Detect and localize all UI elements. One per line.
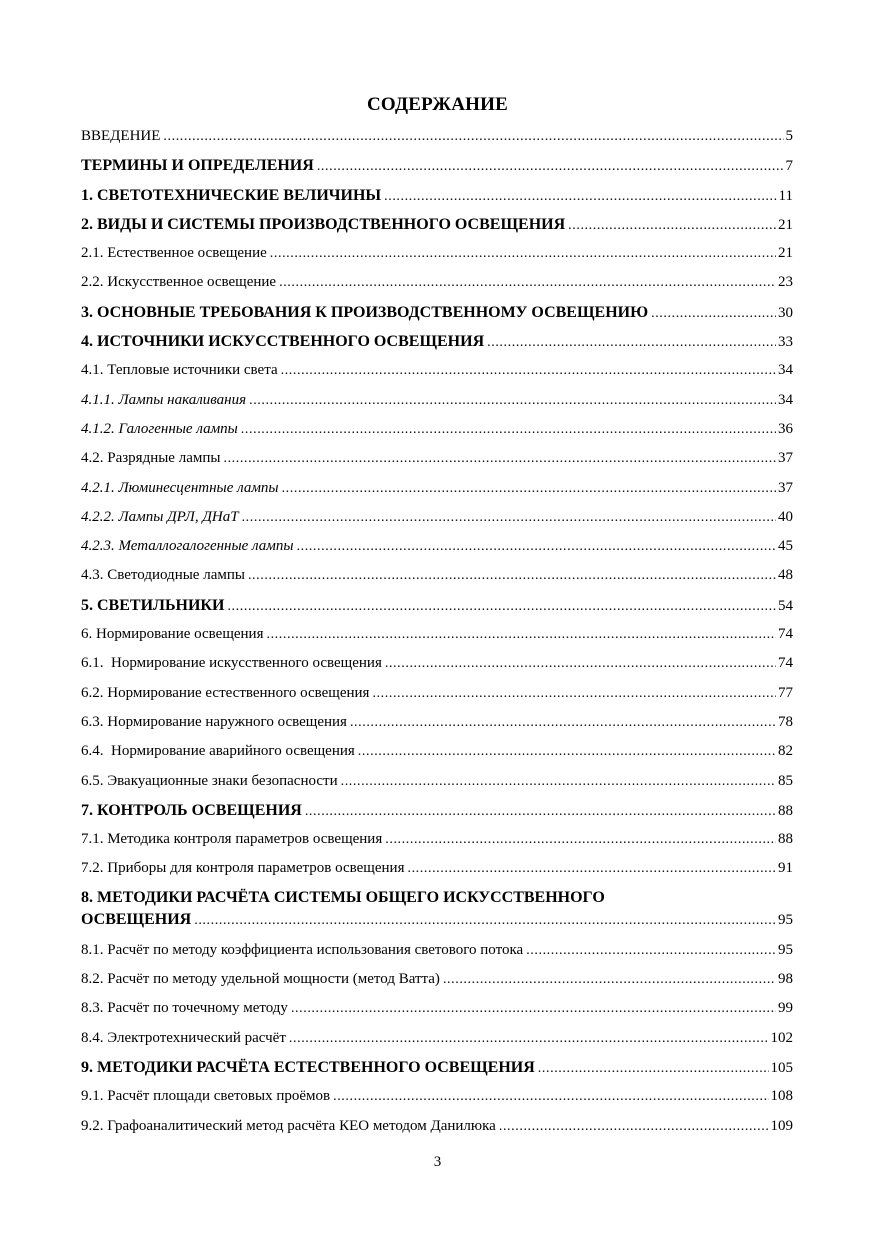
toc-entry-title: 8.1. Расчёт по методу коэффициента использования светового потока [81, 941, 524, 958]
toc-entry-title: 7.1. Методика контроля параметров освещения [81, 831, 383, 848]
dot-leader [163, 122, 783, 151]
page-number: 3 [433, 1154, 442, 1170]
toc-entry-page: 77 [778, 684, 793, 701]
toc-entry[interactable] [81, 327, 793, 356]
dot-leader [499, 1112, 769, 1141]
toc-entry-title: 4.1. Тепловые источники света [81, 362, 278, 379]
toc-entry-page: 99 [778, 1000, 793, 1017]
dot-leader [289, 1024, 769, 1053]
dot-leader [266, 620, 776, 649]
dot-leader [281, 356, 776, 385]
toc-entry-title: 4.2.3. Металлогалогенные лампы [81, 538, 294, 555]
toc-entry-title: ВВЕДЕНИЕ [81, 128, 161, 144]
toc-entry-page: 95 [778, 911, 793, 928]
dot-leader [385, 825, 776, 854]
toc-entry-page: 85 [778, 772, 793, 789]
dot-leader [358, 737, 776, 766]
toc-entry[interactable] [81, 620, 793, 649]
toc-entry-title-line1: 8. МЕТОДИКИ РАСЧЁТА СИСТЕМЫ ОБЩЕГО ИСКУССТВЕННОГО [81, 888, 605, 906]
toc-entry-title: 4.1.1. Лампы накаливания [81, 391, 247, 408]
toc-entry-page: 98 [778, 971, 793, 988]
toc-entry-page: 91 [778, 860, 793, 877]
dot-leader [297, 532, 776, 561]
toc-entry-title: 8.4. Электротехнический расчёт [81, 1029, 286, 1046]
toc-entry-title: 9.2. Графоаналитический метод расчёта КЕО методом Данилюка [81, 1117, 496, 1134]
toc-entry-title: 6.2. Нормирование естественного освещения [81, 684, 370, 701]
dot-leader [249, 386, 776, 415]
toc-entry[interactable] [81, 936, 793, 965]
dot-leader [341, 767, 776, 796]
toc-entry-page: 34 [778, 391, 793, 408]
toc-entry[interactable] [81, 444, 793, 473]
dot-leader [223, 444, 776, 473]
toc-entry[interactable] [81, 151, 793, 180]
toc-entry-page: 7 [785, 158, 793, 175]
toc-entry[interactable] [81, 854, 793, 883]
toc-entry-page: 36 [778, 420, 793, 437]
toc-entry-page: 48 [778, 567, 793, 584]
toc-entry-title: 4.1.2. Галогенные лампы [81, 420, 238, 437]
toc-entry-page: 30 [778, 304, 793, 321]
toc-entry-page: 74 [778, 655, 793, 672]
toc-entry[interactable] [81, 679, 793, 708]
toc-entry-page: 54 [778, 597, 793, 614]
toc-entry-title: 7.2. Приборы для контроля параметров освещения [81, 860, 405, 877]
dot-leader [350, 708, 776, 737]
toc-entry[interactable] [81, 356, 793, 385]
toc-entry[interactable] [81, 1024, 793, 1053]
toc-entry-title: 6.4. Нормирование аварийного освещения [81, 743, 355, 760]
toc-entry[interactable] [81, 503, 793, 532]
dot-leader [372, 679, 776, 708]
toc-entry-title: 6.1. Нормирование искусственного освещения [81, 655, 382, 672]
dot-leader [241, 415, 776, 444]
toc-entry-page: 5 [785, 128, 793, 144]
toc-entry-page: 88 [778, 802, 793, 819]
toc-entry-title: 4.3. Светодиодные лампы [81, 567, 245, 584]
toc-entry-page: 34 [778, 362, 793, 379]
dot-leader [651, 299, 776, 328]
toc-entry[interactable] [81, 561, 793, 590]
dot-leader [242, 503, 776, 532]
toc-entry-title: 2.2. Искусственное освещение [81, 274, 277, 291]
dot-leader [282, 474, 776, 503]
toc-entry-page: 109 [770, 1117, 793, 1134]
toc-entry-title: 6.3. Нормирование наружного освещения [81, 713, 347, 730]
toc-entry-page: 23 [778, 274, 793, 291]
toc-entry[interactable] [81, 1082, 793, 1111]
toc-entry-title: ТЕРМИНЫ И ОПРЕДЕЛЕНИЯ [81, 157, 314, 175]
dot-leader [407, 854, 776, 883]
toc-entry-page: 37 [778, 479, 793, 496]
dot-leader [538, 1054, 769, 1083]
toc-entry-title: 4.2. Разрядные лампы [81, 450, 221, 467]
toc-entry-page: 40 [778, 508, 793, 525]
toc-entry[interactable] [81, 122, 793, 151]
dot-leader [384, 182, 776, 211]
toc-entry-page: 95 [778, 941, 793, 958]
dot-leader [279, 268, 776, 297]
toc-entry-title-line2: ОСВЕЩЕНИЯ [81, 910, 192, 928]
toc-entry-title: 1. СВЕТОТЕХНИЧЕСКИЕ ВЕЛИЧИНЫ [81, 186, 382, 204]
dot-leader [568, 211, 776, 240]
toc-entry[interactable] [81, 825, 793, 854]
toc-entry-title: 2. ВИДЫ И СИСТЕМЫ ПРОИЗВОДСТВЕННОГО ОСВЕЩЕНИЯ [81, 215, 566, 233]
toc-entry-title: 7. КОНТРОЛЬ ОСВЕЩЕНИЯ [81, 801, 302, 819]
toc-entry[interactable] [81, 474, 793, 503]
toc-entry-title: 3. ОСНОВНЫЕ ТРЕБОВАНИЯ К ПРОИЗВОДСТВЕННОМУ ОСВЕЩЕНИЮ [81, 303, 649, 321]
toc-entry-page: 45 [778, 538, 793, 555]
toc-entry-wrapped[interactable] [81, 884, 793, 936]
toc-entry[interactable] [81, 796, 793, 825]
toc-entry[interactable] [81, 965, 793, 994]
dot-leader [443, 965, 776, 994]
page-title: СОДЕРЖАНИЕ [367, 94, 508, 115]
dot-leader [270, 239, 776, 268]
toc-entry[interactable] [81, 737, 793, 766]
toc-entry-title: 8.3. Расчёт по точечному методу [81, 1000, 288, 1017]
dot-leader [291, 994, 776, 1023]
toc-entry-title: 9. МЕТОДИКИ РАСЧЁТА ЕСТЕСТВЕННОГО ОСВЕЩЕНИЯ [81, 1058, 535, 1076]
toc-entry[interactable] [81, 210, 793, 239]
toc-entry-title: 5. СВЕТИЛЬНИКИ [81, 596, 225, 614]
toc-entry-title: 4. ИСТОЧНИКИ ИСКУССТВЕННОГО ОСВЕЩЕНИЯ [81, 333, 485, 351]
toc-entry-page: 11 [778, 187, 793, 204]
toc-entry[interactable] [81, 268, 793, 297]
toc-entry-title: 4.2.1. Люминесцентные лампы [81, 479, 279, 496]
toc-entry[interactable] [81, 386, 793, 415]
toc-entry[interactable] [81, 649, 793, 678]
toc-entry[interactable] [81, 239, 793, 268]
toc-entry-page: 74 [778, 626, 793, 643]
toc-entry-page: 21 [778, 216, 793, 233]
dot-leader [305, 797, 776, 826]
toc-entry[interactable] [81, 767, 793, 796]
toc-entry[interactable] [81, 532, 793, 561]
dot-leader [526, 936, 776, 965]
toc-entry[interactable] [81, 591, 793, 620]
toc-entry-page: 33 [778, 334, 793, 351]
toc-entry-title: 2.1. Естественное освещение [81, 245, 267, 262]
toc-entry-page: 21 [778, 245, 793, 262]
toc-entry-page: 78 [778, 713, 793, 730]
table-of-contents [81, 122, 793, 1141]
toc-entry-page: 82 [778, 743, 793, 760]
dot-leader [385, 649, 776, 678]
toc-entry[interactable] [81, 708, 793, 737]
toc-entry[interactable] [81, 1053, 793, 1082]
toc-entry-title: 9.1. Расчёт площади световых проёмов [81, 1088, 331, 1105]
toc-entry-title: 6.5. Эвакуационные знаки безопасности [81, 772, 338, 789]
toc-entry-page: 102 [770, 1029, 793, 1046]
toc-entry[interactable] [81, 181, 793, 210]
toc-entry-title: 4.2.2. Лампы ДРЛ, ДНаТ [81, 508, 239, 525]
dot-leader [487, 328, 776, 357]
dot-leader [317, 152, 784, 181]
toc-entry-page: 108 [770, 1088, 793, 1105]
toc-entry-page: 37 [778, 450, 793, 467]
toc-entry-title-line2-row [81, 909, 793, 932]
toc-entry-page: 105 [770, 1059, 793, 1076]
dot-leader [194, 910, 776, 932]
dot-leader [227, 592, 776, 621]
dot-leader [248, 561, 776, 590]
toc-entry[interactable] [81, 298, 793, 327]
toc-entry-page: 88 [778, 831, 793, 848]
toc-entry[interactable] [81, 1112, 793, 1141]
toc-entry[interactable] [81, 994, 793, 1023]
toc-entry-title: 8.2. Расчёт по методу удельной мощности (метод Ватта) [81, 971, 440, 988]
toc-entry-title: 6. Нормирование освещения [81, 626, 264, 643]
toc-entry[interactable] [81, 415, 793, 444]
dot-leader [333, 1082, 768, 1111]
